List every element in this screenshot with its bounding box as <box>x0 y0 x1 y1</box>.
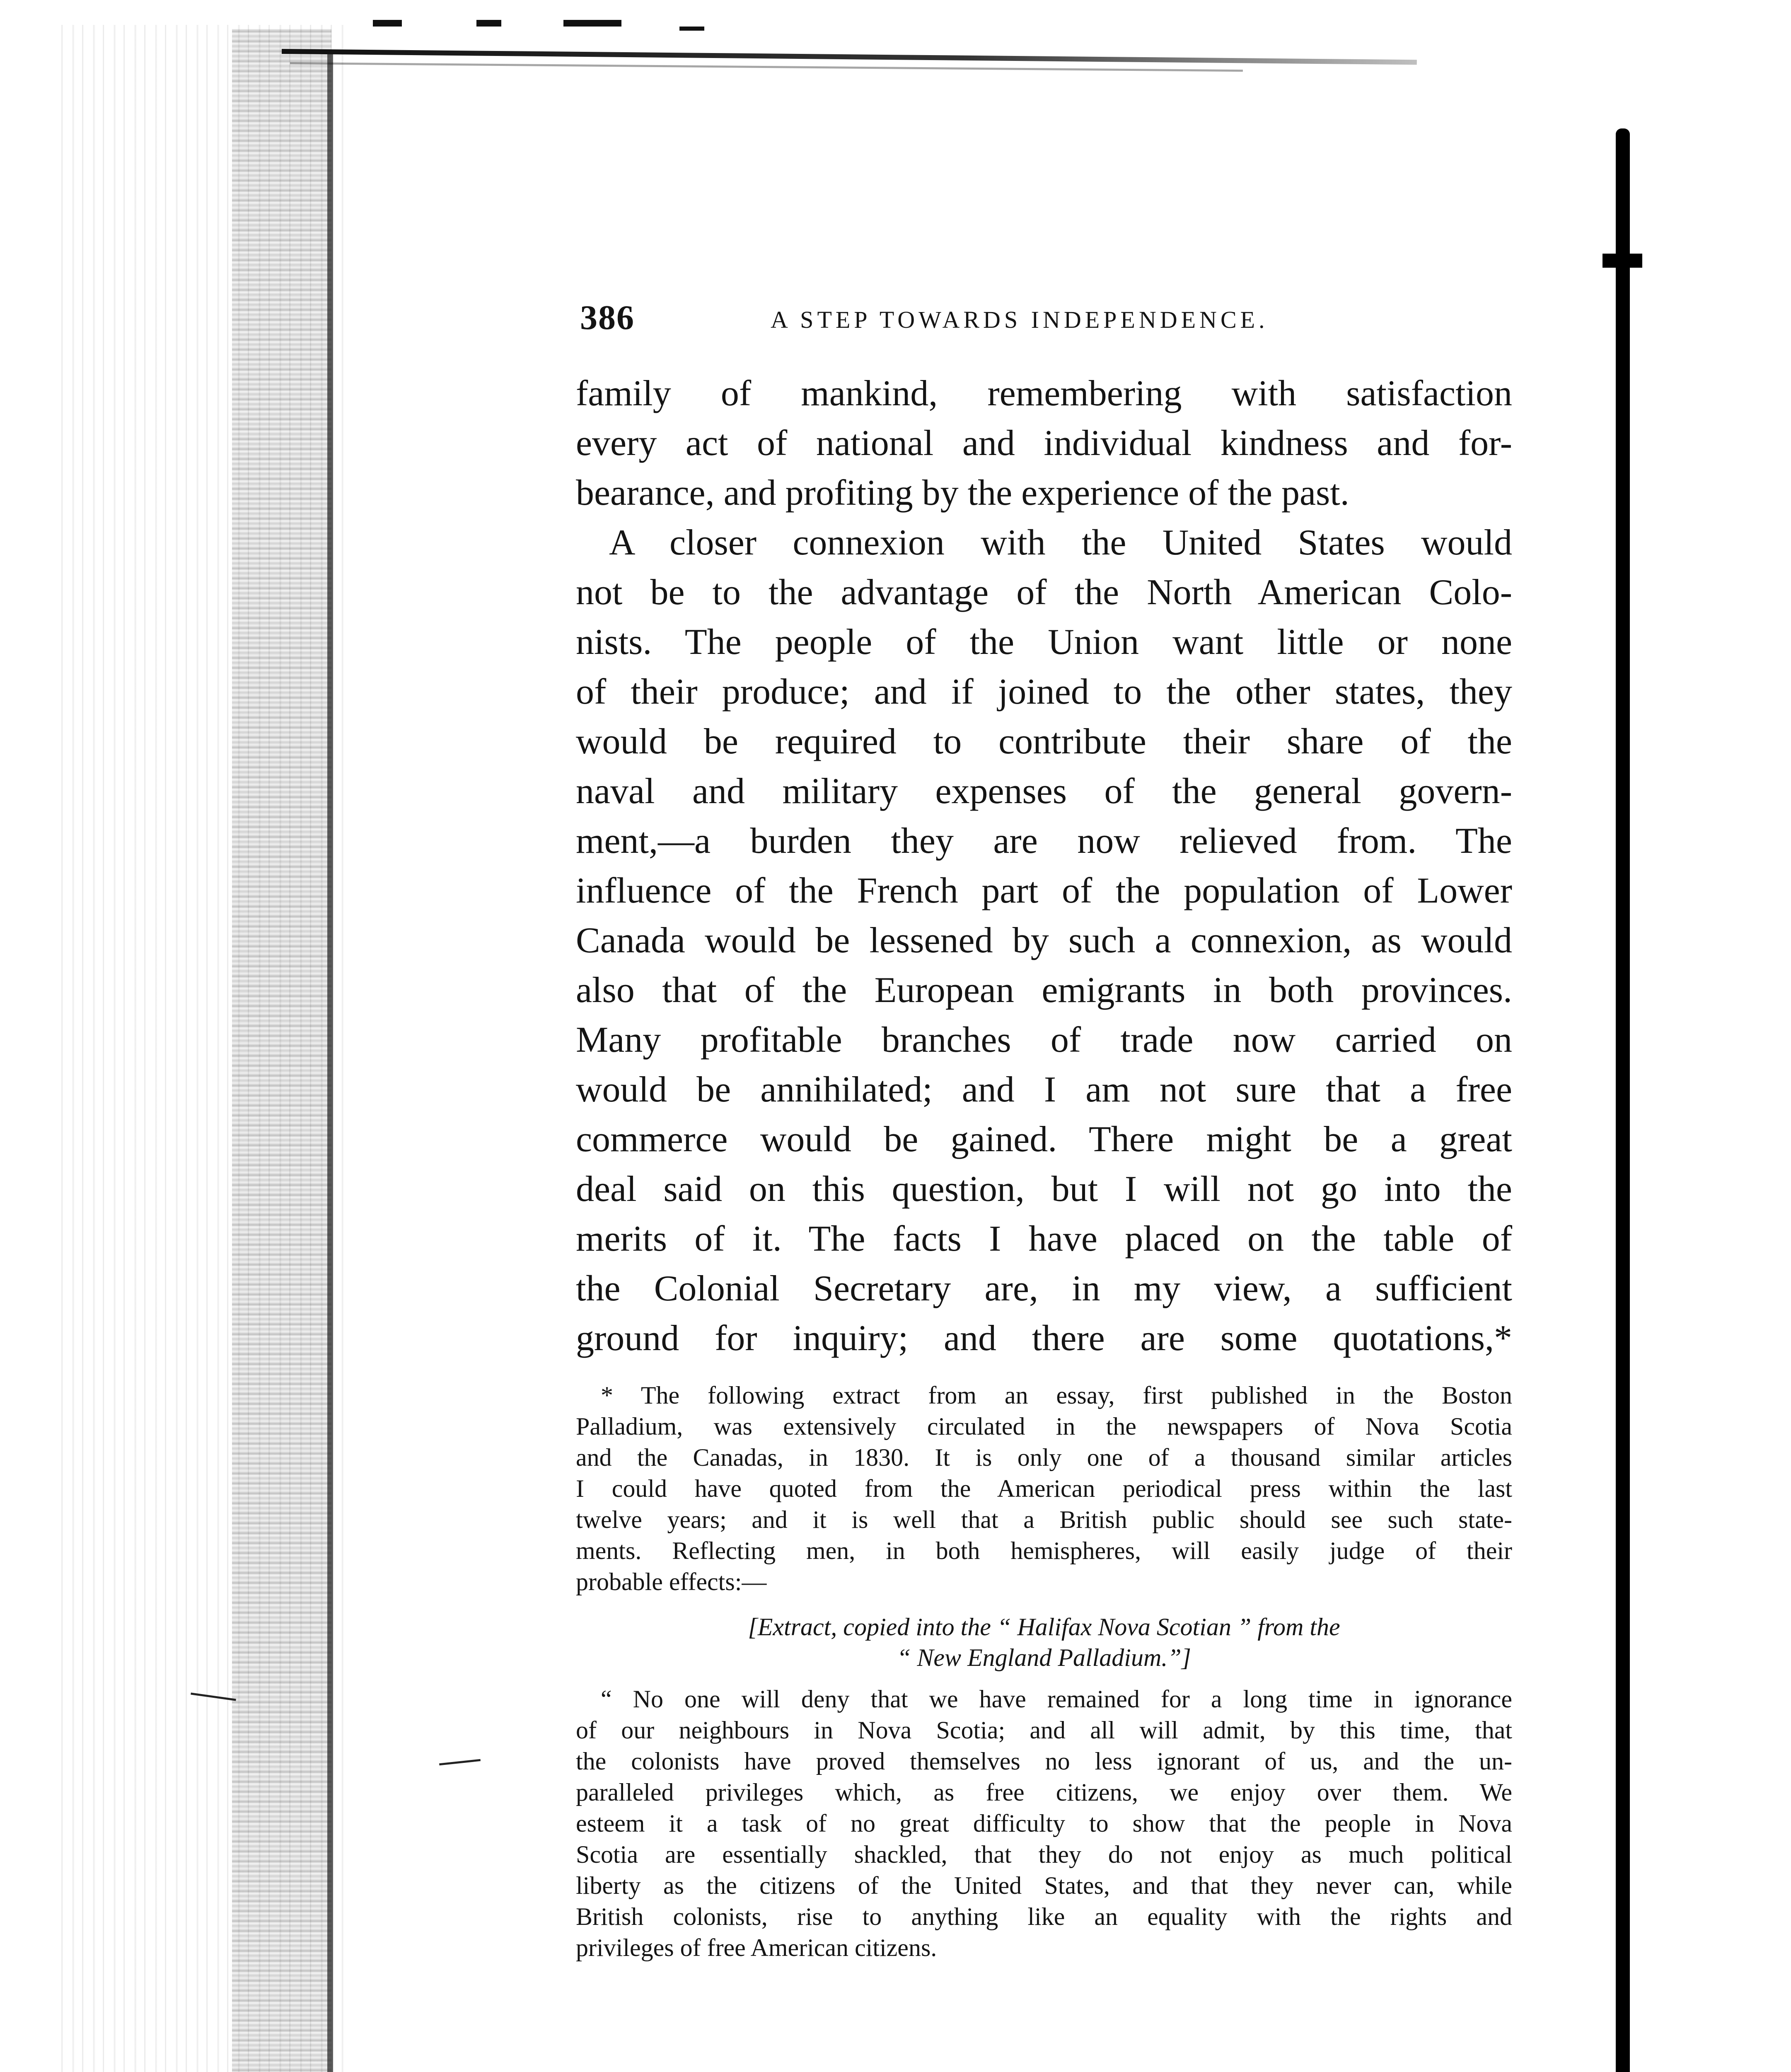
scan-top-edge <box>282 49 1417 65</box>
scan-top-edge-secondary <box>290 62 1243 72</box>
main-text <box>576 369 1512 1363</box>
quote-line: privileges of free American citizens. <box>576 1934 937 1961</box>
scan-spine-line <box>327 50 333 2072</box>
footnote-line: * The following extract from an essay, first published in the Boston <box>601 1382 1512 1409</box>
scan-top-dash <box>563 20 621 27</box>
footnote <box>576 1380 1512 1963</box>
text-line: bearance, and profiting by the experience of the past. <box>576 473 1349 513</box>
text-line: ground for inquiry; and there are some quotations,* <box>576 1318 1512 1358</box>
scan-right-binding-tick <box>1602 254 1642 268</box>
text-line: of their produce; and if joined to the other states, they <box>576 672 1512 712</box>
text-line: nists. The people of the Union want little or none <box>576 622 1512 662</box>
page-number: 386 <box>580 298 635 337</box>
quote-line: British colonists, rise to anything like an equality with the rights and <box>576 1903 1512 1930</box>
footnote-line: twelve years; and it is well that a British public should see such state- <box>576 1506 1512 1533</box>
text-line: Many profitable branches of trade now carried on <box>576 1020 1512 1060</box>
quote-line: esteem it a task of no great difficulty to show that the people in Nova <box>576 1810 1512 1837</box>
footnote-line: ments. Reflecting men, in both hemispheres, will easily judge of their <box>576 1537 1512 1564</box>
text-line: every act of national and individual kindness and for- <box>576 423 1512 463</box>
text-line: not be to the advantage of the North American Colo- <box>576 572 1512 612</box>
text-line: influence of the French part of the population of Lower <box>576 871 1512 911</box>
text-line: deal said on this question, but I will not go into the <box>576 1169 1512 1209</box>
quote-line: of our neighbours in Nova Scotia; and all will admit, by this time, that <box>576 1716 1512 1744</box>
footnote-line: I could have quoted from the American periodical press within the last <box>576 1475 1512 1502</box>
text-line: also that of the European emigrants in both provinces. <box>576 970 1512 1010</box>
text-line: family of mankind, remembering with satisfaction <box>576 373 1512 414</box>
text-line: A closer connexion with the United States would <box>609 523 1512 563</box>
text-line: Canada would be lessened by such a connexion, as would <box>576 920 1512 961</box>
text-line: commerce would be gained. There might be a great <box>576 1119 1512 1159</box>
footnote-line: and the Canadas, in 1830. It is only one of a thousand similar articles <box>576 1444 1512 1471</box>
scan-right-binding-bar <box>1616 128 1630 2072</box>
extract-heading-line: [Extract, copied into the “ Halifax Nova Scotian ” from the <box>748 1613 1340 1641</box>
text-line: the Colonial Secretary are, in my view, a sufficient <box>576 1268 1512 1309</box>
text-line: would be annihilated; and I am not sure that a free <box>576 1070 1512 1110</box>
quote-line: paralleled privileges which, as free citizens, we enjoy over them. We <box>576 1779 1512 1806</box>
extract-heading <box>576 1612 1512 1673</box>
quote-line: the colonists have proved themselves no less ignorant of us, and the un- <box>576 1748 1512 1775</box>
footnote-line: probable effects:— <box>576 1568 767 1595</box>
quote-line: liberty as the citizens of the United States, and that they never can, while <box>576 1872 1512 1899</box>
footnote-line: Palladium, was extensively circulated in the newspapers of Nova Scotia <box>576 1413 1512 1440</box>
text-line: merits of it. The facts I have placed on the table of <box>576 1219 1512 1259</box>
running-title: A STEP TOWARDS INDEPENDENCE. <box>771 306 1269 333</box>
scan-top-dash <box>373 20 402 27</box>
scan-top-dash <box>679 27 704 31</box>
running-head <box>580 295 1525 341</box>
scan-page-stack-shadow <box>232 29 331 2072</box>
text-line: would be required to contribute their share of the <box>576 721 1512 762</box>
text-line: ment,—a burden they are now relieved from. The <box>576 821 1512 861</box>
text-line: naval and military expenses of the general govern- <box>576 771 1512 811</box>
extract-heading-line: “ New England Palladium.”] <box>897 1644 1192 1671</box>
scan-margin-mark <box>439 1759 481 1765</box>
quote-line: “ No one will deny that we have remained for a long time in ignorance <box>601 1685 1512 1713</box>
quote-line: Scotia are essentially shackled, that they do not enjoy as much political <box>576 1841 1512 1868</box>
scan-top-dash <box>476 20 501 27</box>
